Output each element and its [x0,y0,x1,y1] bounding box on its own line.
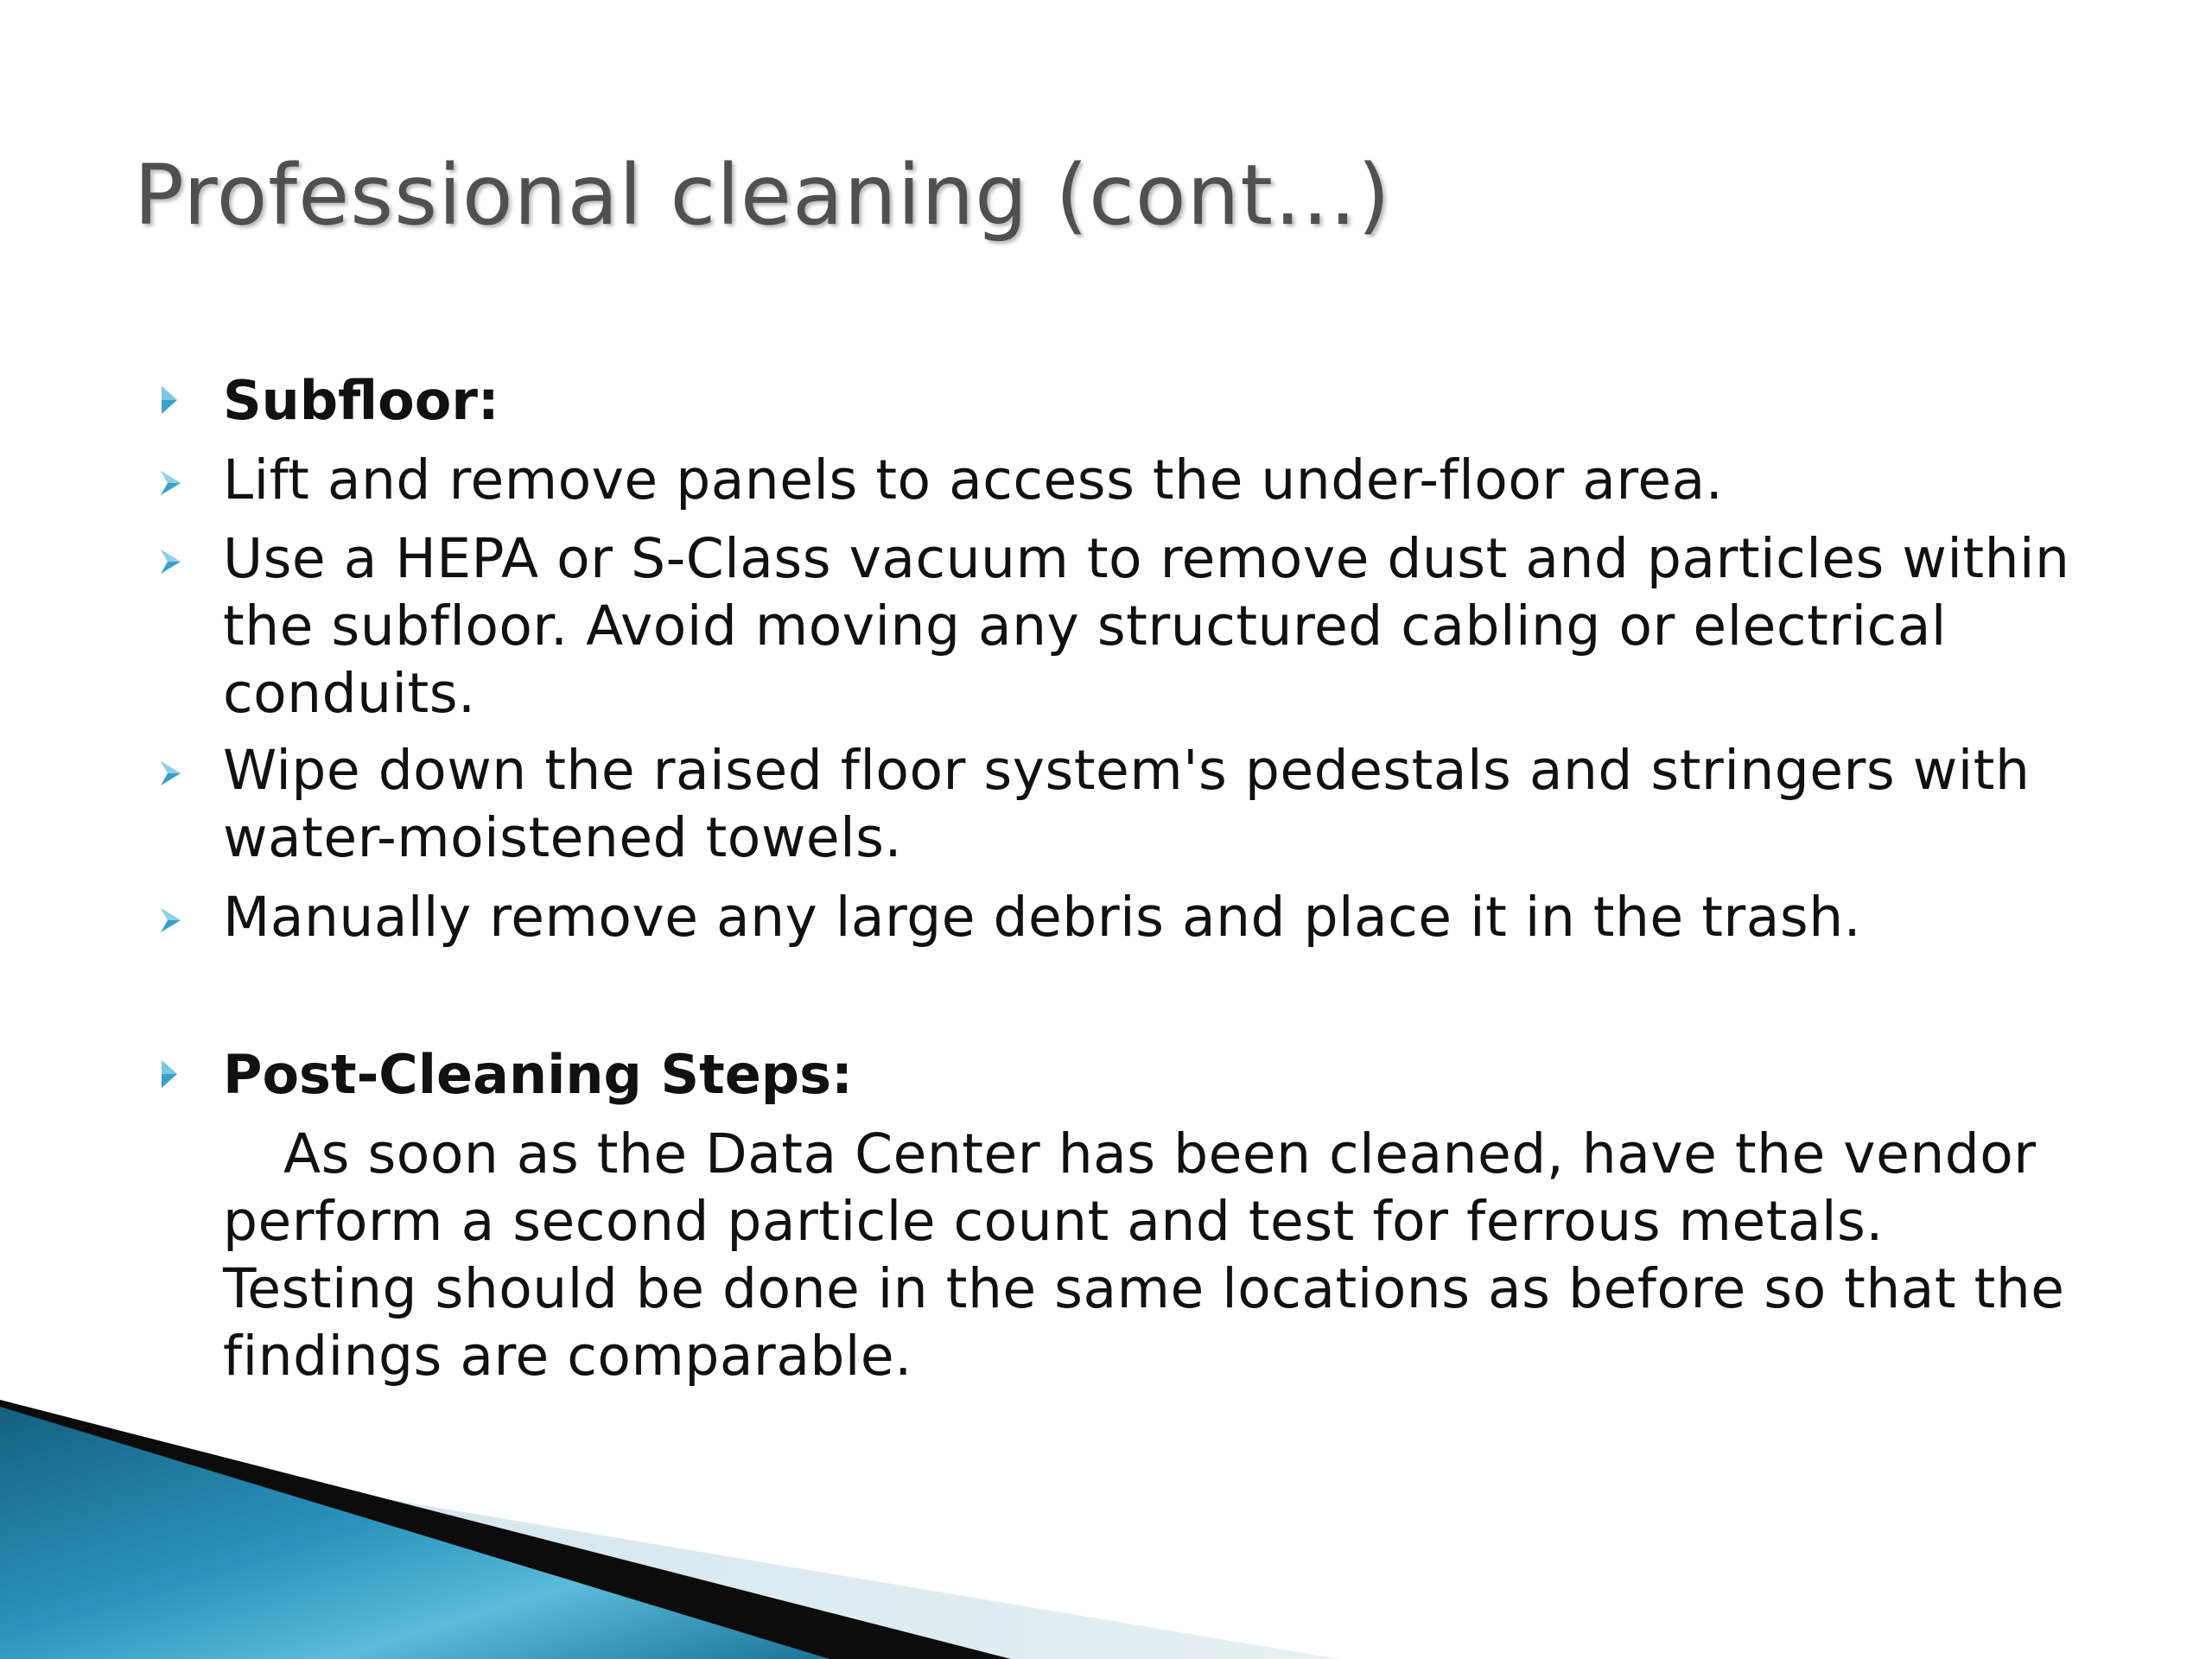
paragraph-text: As soon as the Data Center has been cleaned, have the vendor perform a second particle count and test for ferrous metals. Testing should be done in the same locations as before so that the findings are comparable. [223,1122,2065,1388]
section-heading-text: Post-Cleaning Steps: [223,1043,853,1106]
section-heading-subfloor [223,367,2124,435]
section-heading-post-cleaning [223,1041,2124,1109]
list-item [223,884,2124,951]
arrow-bullet-icon [158,903,184,938]
list-item-text: Wipe down the raised floor system's pedestals and stringers with water-moistened towels. [223,739,2031,869]
list-item [223,737,2072,872]
triangle-bullet-icon [158,383,184,417]
list-item-text: Lift and remove panels to access the under-floor area. [223,448,1724,512]
list-item-text: Manually remove any large debris and place it in the trash. [223,886,1862,949]
arrow-bullet-icon [158,544,184,579]
arrow-bullet-icon [158,466,184,500]
slide-title: Professional cleaning (cont…) [134,147,1391,244]
list-item [223,525,2072,728]
list-item [223,447,2124,514]
arrow-bullet-icon [158,756,184,791]
section-heading-text: Subfloor: [223,369,499,432]
post-cleaning-paragraph [223,1121,2089,1390]
list-item-text: Use a HEPA or S-Class vacuum to remove dust and particles within the subfloor. Avoid moving any structured cabling or electrical conduits. [223,527,2070,725]
triangle-bullet-icon [158,1057,184,1091]
